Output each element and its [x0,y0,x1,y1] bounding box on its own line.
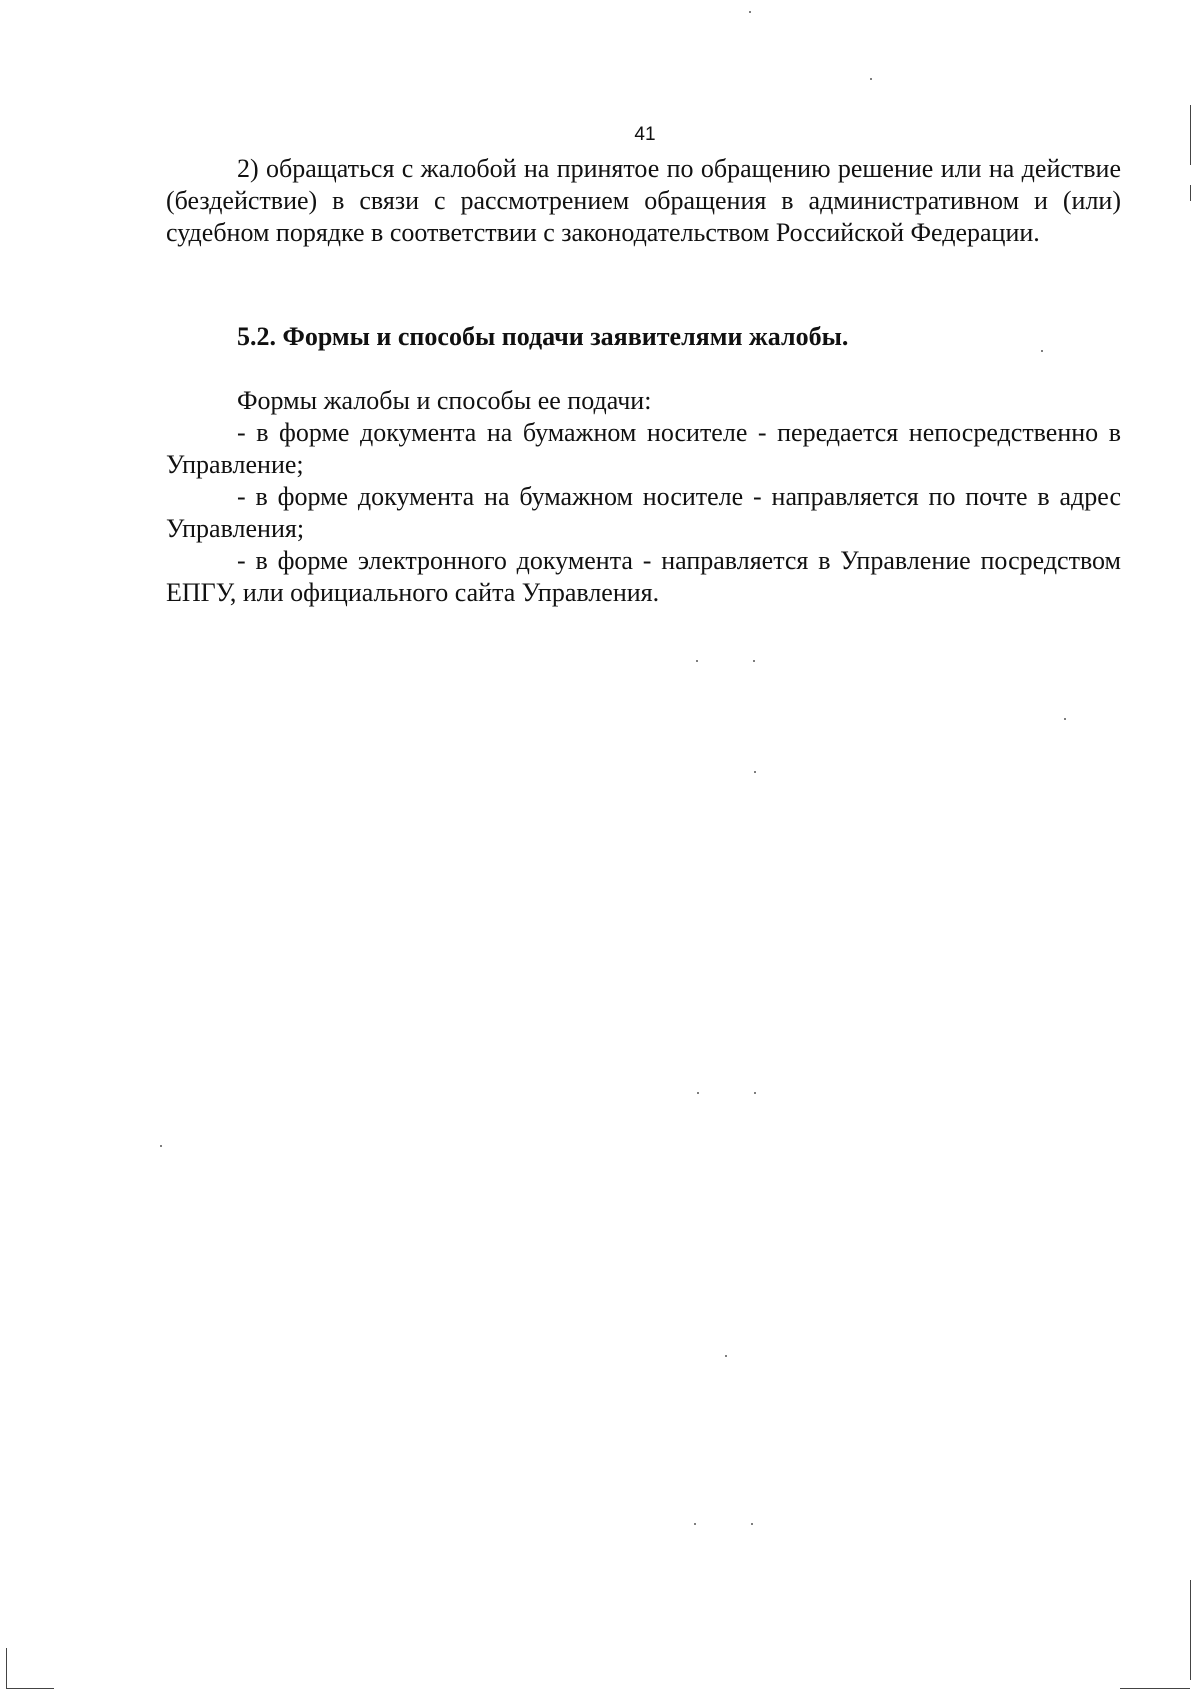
scan-speck [725,1355,727,1357]
scan-speck [753,660,755,662]
scan-edge-mark [1190,185,1191,201]
complaint-forms-lead: Формы жалобы и способы ее подачи: [237,386,652,415]
section-heading: 5.2. Формы и способы подачи заявителями жалобы. [237,322,849,351]
scan-speck [160,1145,162,1147]
scan-speck [751,1523,753,1525]
scan-edge-mark [6,1688,54,1689]
paragraph-right-to-appeal: 2) обращаться с жалобой на принятое по обращению решение или на действие (бездействие) в связи с рассмотрением обращения в административном и (или) судебном порядке в соответствии с законодательством Российской Федерации. [166,154,1121,247]
scan-speck [694,1523,696,1525]
list-item: - в форме документа на бумажном носителе - направляется по почте в адрес Управления; [166,482,1121,543]
scan-speck [696,660,698,662]
scan-speck [1041,350,1043,352]
scan-edge-mark [1190,1580,1191,1680]
list-item: - в форме документа на бумажном носителе - передается непосредственно в Управление; [166,418,1121,479]
scan-speck [749,11,751,13]
scan-speck [754,771,756,773]
list-item: - в форме электронного документа - направляется в Управление посредством ЕПГУ, или официального сайта Управления. [166,546,1121,607]
intro-block [166,153,1121,249]
scan-edge-mark [1120,1688,1190,1689]
page-number: 41 [634,124,656,145]
scan-edge-mark [6,1648,7,1688]
section-heading-block [166,321,1121,353]
complaint-forms-block [166,385,1121,609]
scan-speck [754,1092,756,1094]
scan-edge-mark [1190,105,1191,165]
scan-speck [697,1092,699,1094]
scan-speck [870,78,872,80]
scan-speck [1064,718,1066,720]
